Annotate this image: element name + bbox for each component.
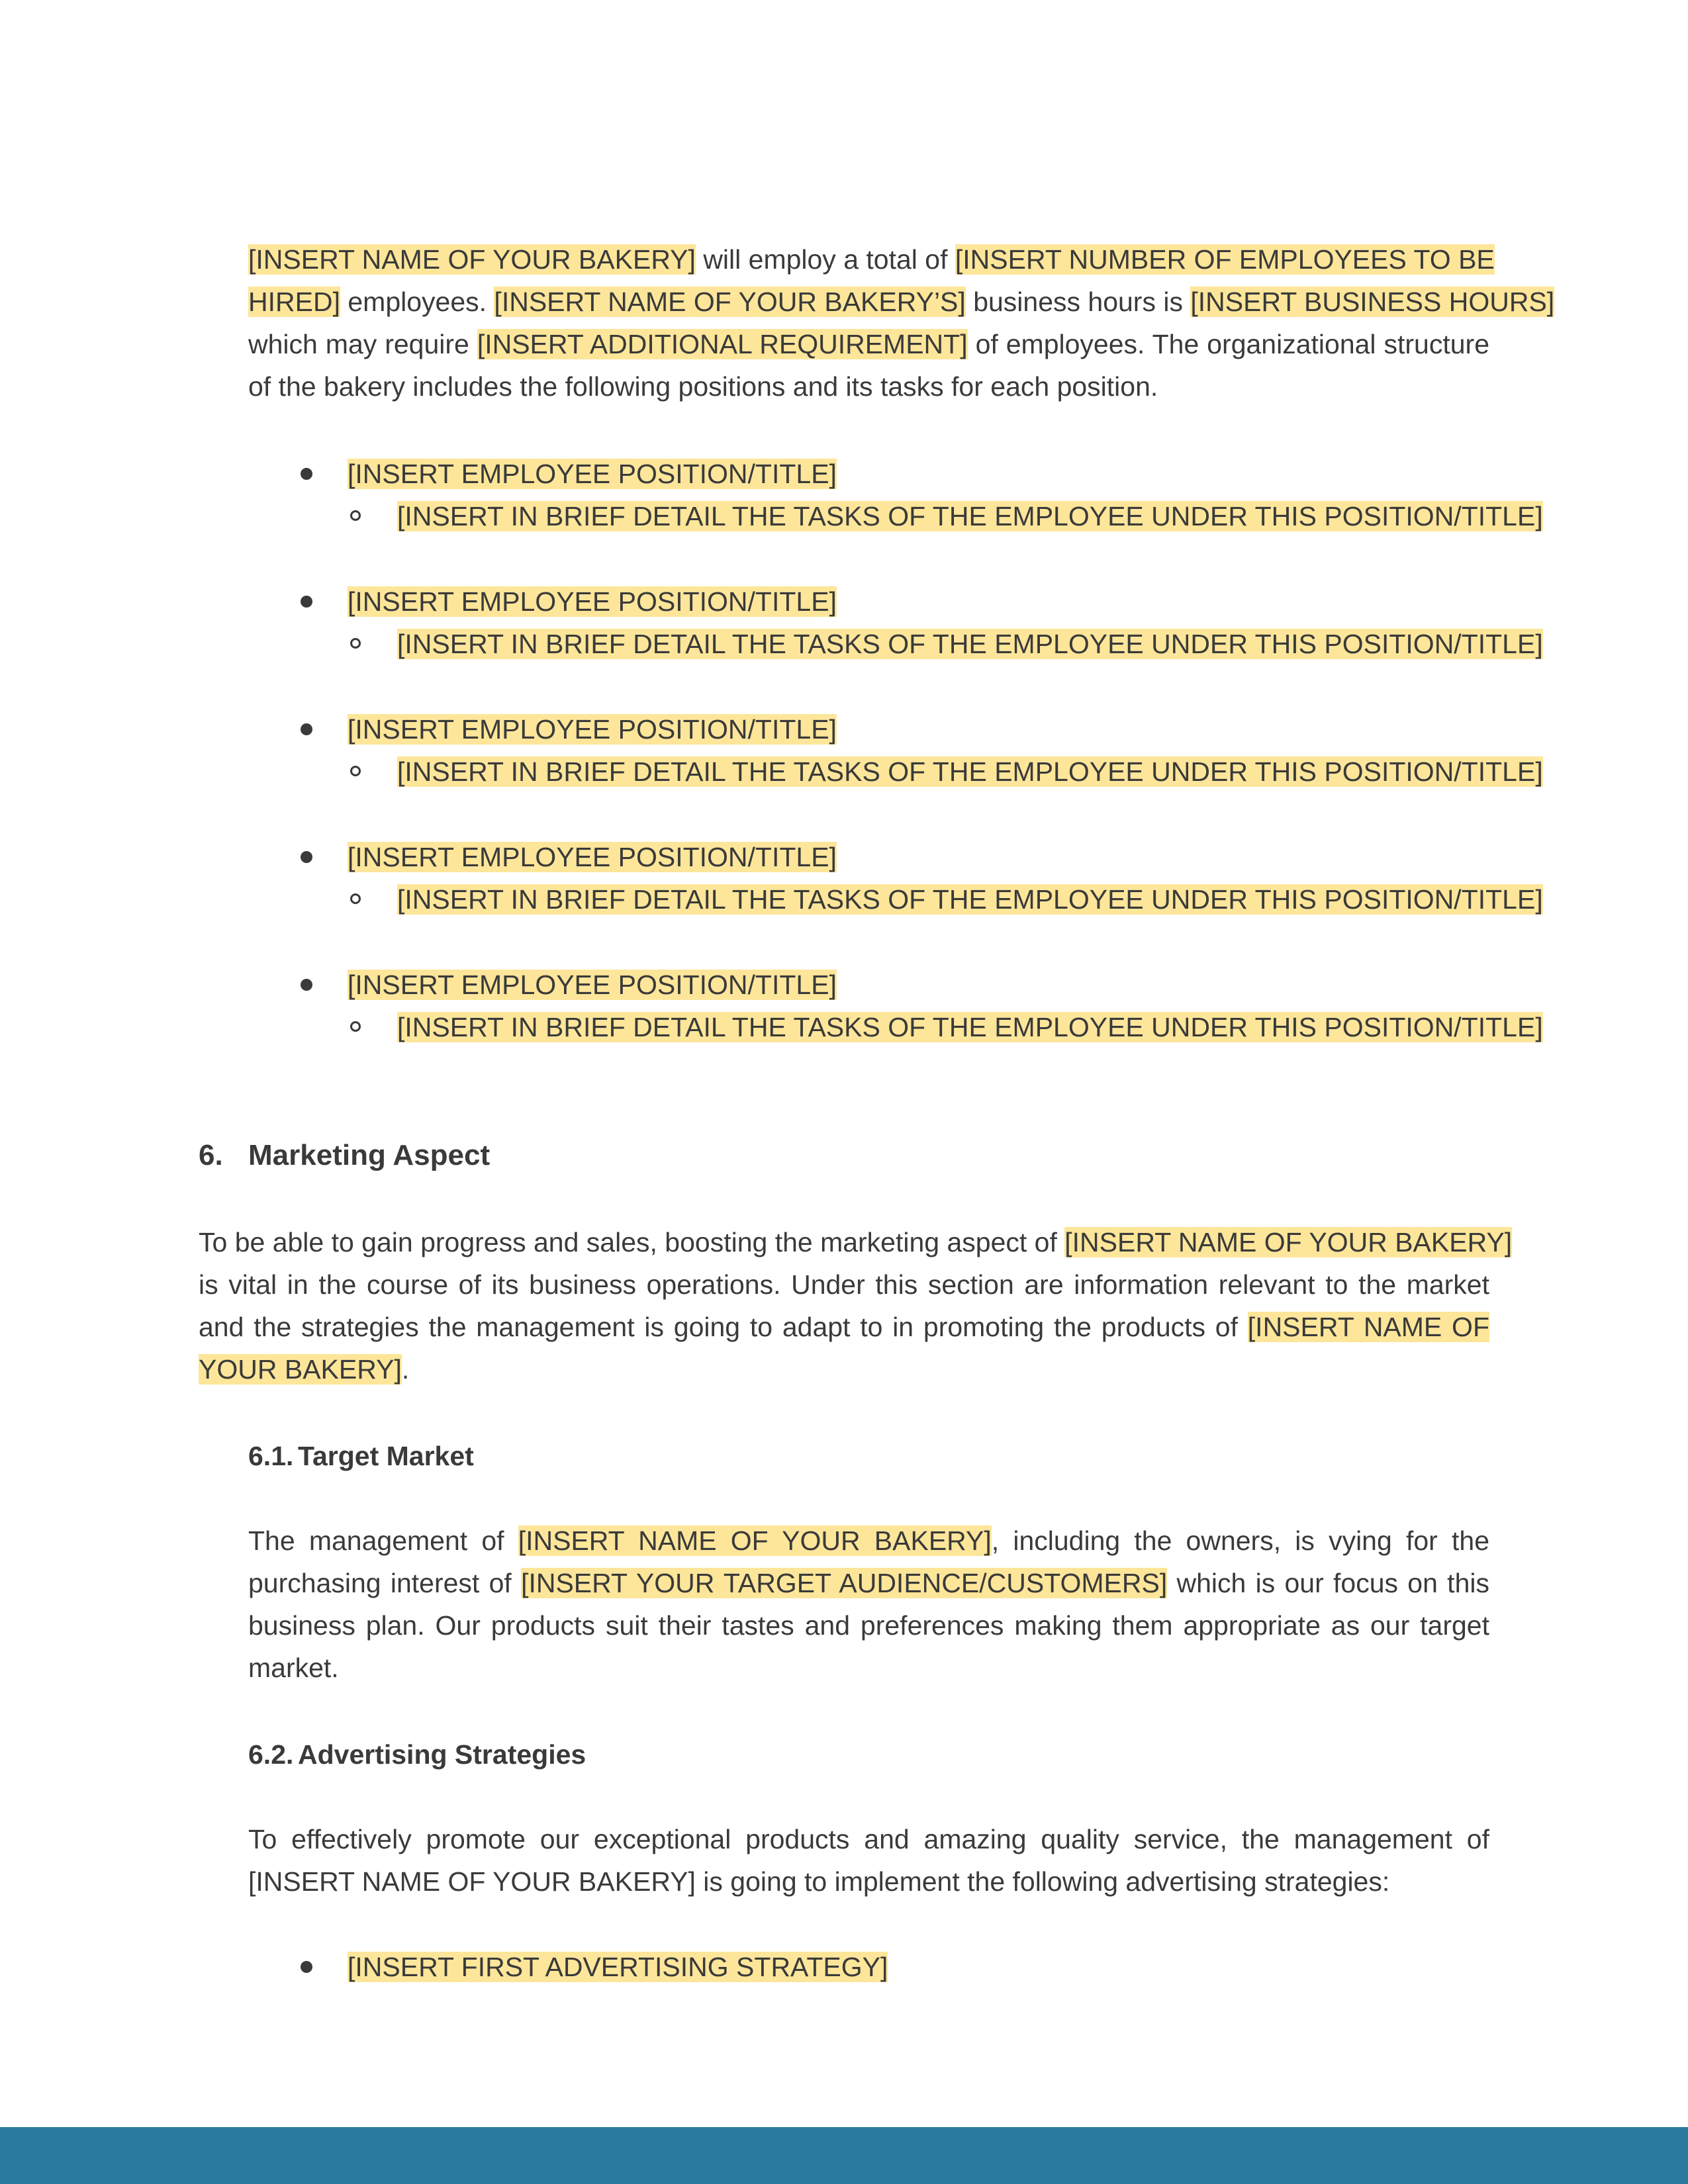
position-title: [INSERT EMPLOYEE POSITION/TITLE] — [348, 842, 837, 872]
bullet-circle-icon — [350, 638, 361, 649]
bullet-circle-icon — [350, 766, 361, 776]
bullet-dot-icon — [301, 851, 312, 863]
placeholder-bakery-name: [INSERT NAME OF — [1247, 1312, 1489, 1342]
intro-line-4: of the bakery includes the following positions and its tasks for each position. — [248, 371, 1158, 402]
footer-bar — [0, 2127, 1688, 2184]
section-6-number: 6. — [199, 1139, 223, 1171]
section-6-2-paragraph: To effectively promote our exceptional products and amazing quality service, the management of [INSERT NAME OF YOUR BAKERY] is going to implement the following advertising strategies: — [248, 1824, 1489, 1897]
placeholder-additional-requirement: [INSERT ADDITIONAL REQUIREMENT] — [477, 329, 968, 359]
bullet-dot-icon — [301, 1961, 312, 1973]
position-title: [INSERT EMPLOYEE POSITION/TITLE] — [348, 714, 837, 745]
placeholder-bakery-possessive: [INSERT NAME OF YOUR BAKERY’S] — [494, 287, 966, 317]
bullet-circle-icon — [350, 893, 361, 904]
placeholder-bakery-name: [INSERT NAME OF YOUR BAKERY] — [248, 244, 696, 275]
advertising-strategy-item: [INSERT FIRST ADVERTISING STRATEGY] — [348, 1952, 888, 1982]
position-title: [INSERT EMPLOYEE POSITION/TITLE] — [348, 459, 837, 489]
bullet-circle-icon — [350, 510, 361, 521]
bullet-dot-icon — [301, 723, 312, 735]
position-title: [INSERT EMPLOYEE POSITION/TITLE] — [348, 970, 837, 1000]
placeholder-bakery-name: [INSERT NAME OF YOUR BAKERY] — [1064, 1227, 1513, 1257]
placeholder-target-audience: [INSERT YOUR TARGET AUDIENCE/CUSTOMERS] — [521, 1568, 1168, 1598]
placeholder-bakery-name: [INSERT NAME OF YOUR BAKERY] — [518, 1525, 992, 1556]
section-6-1-title: Target Market — [298, 1441, 474, 1471]
bullet-circle-icon — [350, 1021, 361, 1032]
position-task: [INSERT IN BRIEF DETAIL THE TASKS OF THE EMPLOYEE UNDER THIS POSITION/TITLE] — [397, 1012, 1543, 1042]
placeholder-business-hours: [INSERT BUSINESS HOURS] — [1190, 287, 1555, 317]
bullet-dot-icon — [301, 979, 312, 991]
section-6-1-number: 6.1. — [248, 1441, 294, 1471]
intro-paragraph — [248, 238, 1555, 408]
bullet-dot-icon — [301, 468, 312, 480]
section-6-2-number: 6.2. — [248, 1739, 294, 1770]
position-task: [INSERT IN BRIEF DETAIL THE TASKS OF THE EMPLOYEE UNDER THIS POSITION/TITLE] — [397, 884, 1543, 915]
section-6-title: Marketing Aspect — [248, 1139, 491, 1171]
intro-line-2: HIRED] employees. [INSERT NAME OF YOUR BAKERY’S] business hours is [INSERT BUSINESS HOURS] — [248, 287, 1555, 317]
position-task: [INSERT IN BRIEF DETAIL THE TASKS OF THE EMPLOYEE UNDER THIS POSITION/TITLE] — [397, 501, 1543, 531]
section-6-1-paragraph: The management of [INSERT NAME OF YOUR BAKERY], including the owners, is vying for the purchasing interest of [INSERT YOUR TARGET AUDIENCE/CUSTOMERS] which is our focus on this business plan. Our products suit their tastes and preferences making them appropriate as our target market. — [248, 1525, 1489, 1683]
position-task: [INSERT IN BRIEF DETAIL THE TASKS OF THE EMPLOYEE UNDER THIS POSITION/TITLE] — [397, 629, 1543, 659]
intro-line-1: [INSERT NAME OF YOUR BAKERY] will employ a total of [INSERT NUMBER OF EMPLOYEES TO BE — [248, 244, 1495, 275]
intro-line-3: which may require [INSERT ADDITIONAL REQUIREMENT] of employees. The organizational structure — [248, 329, 1489, 359]
section-6-2-title: Advertising Strategies — [298, 1739, 586, 1770]
position-task: [INSERT IN BRIEF DETAIL THE TASKS OF THE EMPLOYEE UNDER THIS POSITION/TITLE] — [397, 756, 1543, 787]
bullet-dot-icon — [301, 596, 312, 608]
position-title: [INSERT EMPLOYEE POSITION/TITLE] — [348, 586, 837, 617]
placeholder-employee-count: [INSERT NUMBER OF EMPLOYEES TO BE — [955, 244, 1495, 275]
section-6-paragraph: To be able to gain progress and sales, boosting the marketing aspect of [INSERT NAME OF YOUR BAKERY] is vital in the course of its business operations. Under this section are information relevant to the market and the strategies the management is going to adapt to in promoting the products of [INSERT NAME OF YOUR BAKERY]. — [199, 1227, 1513, 1385]
